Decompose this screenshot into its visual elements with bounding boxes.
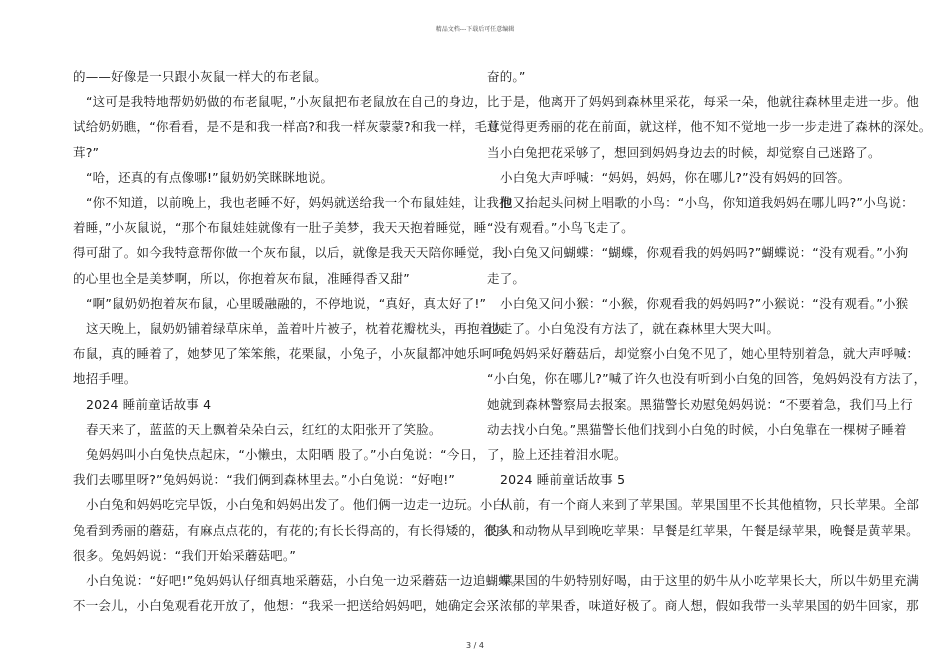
text-line: “你不知道，以前晚上，我也老睡不好，妈妈就送给我一个布鼠娃娃，让我抱: [86, 195, 512, 211]
text-line: “小白兔，你在哪儿?”喊了许久也没有听到小白兔的回答，兔妈妈没有方法了，: [487, 371, 927, 387]
text-line: 布鼠，真的睡着了，她梦见了笨笨熊，花栗鼠，小兔子，小灰鼠都冲她乐呵呵: [73, 346, 505, 362]
text-line: “这可是我特地帮奶奶做的布老鼠呢，”小灰鼠把布老鼠放在自己的身边，比: [86, 94, 500, 110]
text-line: 于是，他离开了妈妈到森林里采花，每采一朵，他就往森林里走进一步。他: [500, 94, 920, 110]
text-line: 从前，有一个商人来到了苹果国。苹果国里不长其他植物，只长苹果。全部: [500, 497, 920, 513]
text-line: “哈，还真的有点像哪!”鼠奶奶笑眯眯地说。: [86, 169, 334, 185]
text-line: 的人和动物从早到晚吃苹果：早餐是红苹果，午餐是绿苹果，晚餐是黄苹果。: [487, 522, 919, 538]
text-line: 的——好像是一只跟小灰鼠一样大的布老鼠。: [73, 69, 328, 84]
text-line: 也走了。小白兔没有方法了，就在森林里大哭大叫。: [487, 321, 780, 337]
text-line: 动去找小白兔。”黑猫警长他们找到小白兔的时候，小白兔靠在一棵树子睡着: [487, 421, 907, 437]
text-line: 兔妈妈叫小白兔快点起床，“小懒虫，太阳晒 股了。”小白兔说：“今日，: [86, 447, 485, 463]
text-line: 的心里也全是美梦啊，所以，你抱着灰布鼠，准睡得香又甜”: [73, 270, 410, 286]
text-line: 小白兔又问小猴：“小猴，你观看我的妈妈吗?”小猴说：“没有观看。”小猴: [500, 295, 909, 311]
text-line: 走了。: [487, 270, 526, 286]
text-line: 着睡，”小灰鼠说，“那个布鼠娃娃就像有一肚子美梦，我天天抱着睡觉，睡: [73, 220, 487, 236]
page-header: 精品文档---下载后可任意编辑: [435, 26, 515, 33]
right-column: [487, 64, 932, 618]
text-line: 当小白兔把花采够了，想回到妈妈身边去的时候，却觉察自己迷路了。: [487, 144, 881, 160]
text-line: 不一会儿，小白兔观看花开放了，他想：“我采一把送给妈妈吧，她确定会兴: [73, 598, 499, 614]
text-line: 茸?”: [73, 144, 100, 160]
text-line: 小白兔说：“好吧!”兔妈妈认仔细真地采蘑菇，小白兔一边采蘑菇一边追蝴蝶。: [86, 573, 524, 589]
text-line: 兔看到秀丽的蘑菇，有麻点点花的，有花的;有长长得高的，有长得矮的，很多: [73, 522, 510, 538]
text-line: 春天来了，蓝蓝的天上飘着朵朵白云，红红的太阳张开了笑脸。: [86, 421, 442, 437]
text-line: 小白兔又问蝴蝶：“蝴蝶，你观看我的妈妈吗?”蝴蝶说：“没有观看。”小狗: [500, 245, 909, 261]
text-line: 了，脸上还挂着泪水呢。: [487, 447, 627, 463]
text-line: 奋的。”: [487, 69, 526, 84]
text-line: 试给奶奶瞧，“你看看，是不是和我一样高?和我一样灰蒙蒙?和我一样，毛茸: [73, 119, 500, 135]
text-line: 我们去哪里呀?”兔妈妈说：“我们俩到森林里去。”小白兔说：“好咆!”: [73, 472, 456, 488]
text-line: 很多。兔妈妈说：“我们开始采蘑菇吧。”: [73, 547, 297, 563]
text-line: 2024 睡前童话故事 4: [86, 396, 212, 412]
text-line: 得可甜了。如今我特意帮你做一个灰布鼠，以后，就像是我天天陪你睡觉，我: [73, 245, 505, 261]
text-line: 她就到森林警察局去报案。黑猫警长劝慰兔妈妈说：“不要着急，我们马上行: [487, 396, 913, 412]
text-line: 地招手哩。: [73, 371, 137, 387]
blank-line: [487, 543, 887, 568]
text-line: 兔妈妈采好蘑菇后，却觉察小白兔不见了，她心里特别着急，就大声呼喊：: [500, 346, 920, 362]
text-line: “啊”鼠奶奶抱着灰布鼠，心里暖融融的，不停地说，“真好，真太好了!”: [86, 295, 487, 311]
text-line: 小白兔大声呼喊：“妈妈，妈妈，你在哪儿?”没有妈妈的回答。: [500, 169, 851, 185]
text-line: 2024 睡前童话故事 5: [500, 472, 626, 488]
text-line: 他又抬起头问树上唱歌的小鸟：“小鸟，你知道我妈妈在哪儿吗?”小鸟说：: [500, 195, 914, 211]
text-line: 总觉得更秀丽的花在前面，就这样，他不知不觉地一步一步走进了森林的深处。: [487, 119, 932, 135]
text-line: 小白兔和妈妈吃完早饭，小白兔和妈妈出发了。他们俩一边走一边玩。小白: [86, 497, 506, 513]
text-line: “没有观看。”小鸟飞走了。: [487, 220, 634, 236]
page-number: 3 / 4: [466, 641, 484, 650]
text-line: 了浓郁的苹果香，味道好极了。商人想，假如我带一头苹果国的奶牛回家，那: [487, 598, 919, 614]
text-line: 苹果国的牛奶特别好喝，由于这里的奶牛从小吃苹果长大，所以牛奶里充满: [500, 573, 920, 589]
text-line: 这天晚上，鼠奶奶铺着绿草床单，盖着叶片被子，枕着花瓣枕头，再抱着灰: [86, 321, 506, 337]
